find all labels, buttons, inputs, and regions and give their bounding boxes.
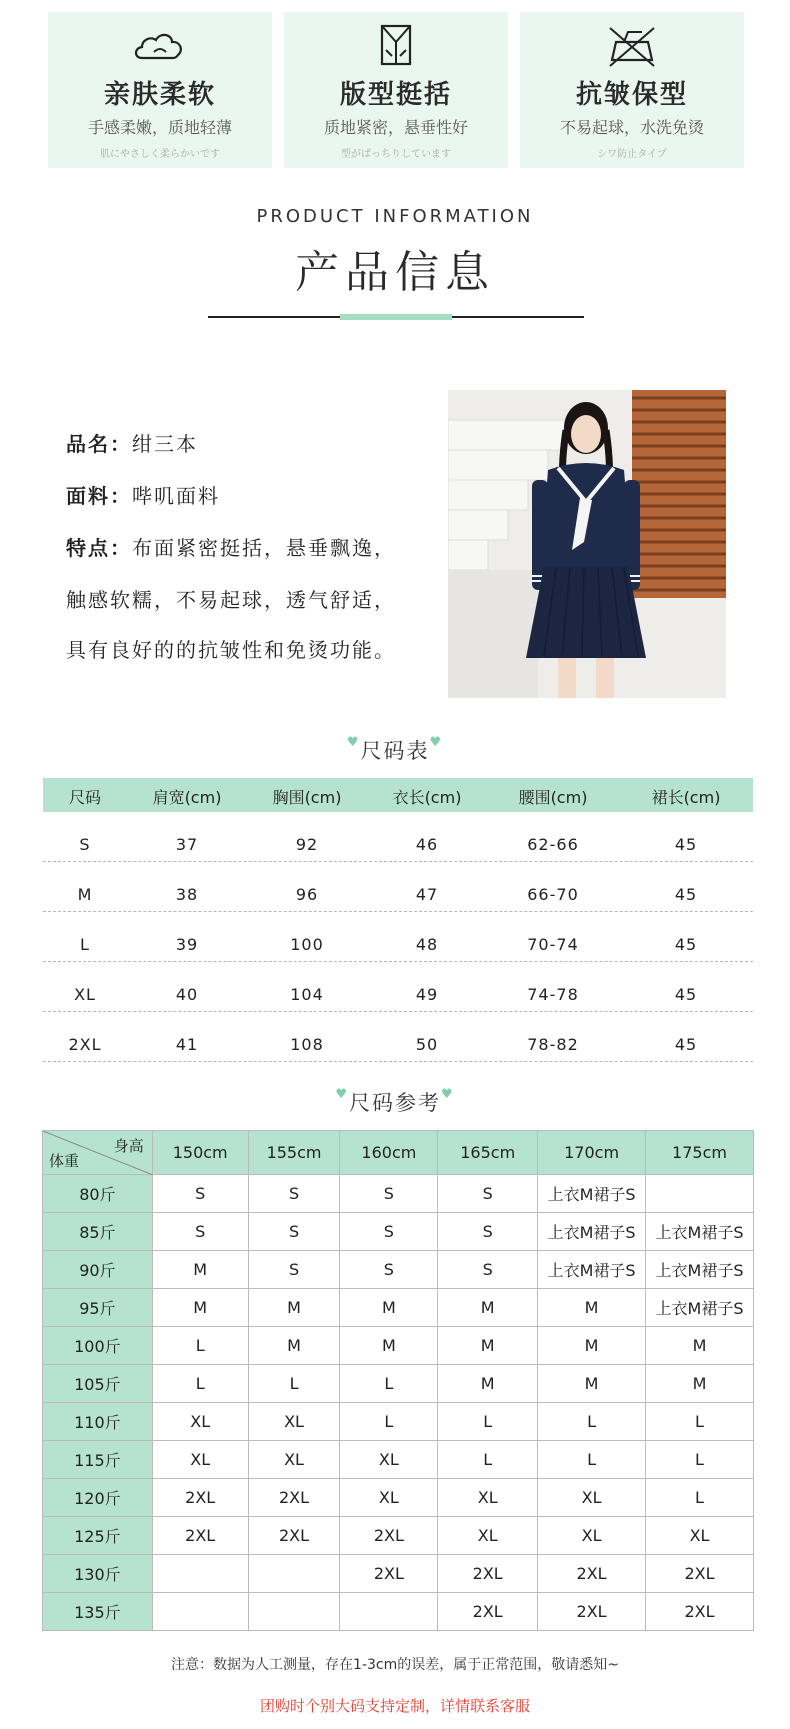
- column-header: 肩宽(cm): [152, 788, 222, 807]
- column-header: 裙长(cm): [651, 788, 721, 807]
- size-cell: 2XL: [646, 1593, 754, 1631]
- size-cell: L: [646, 1441, 754, 1479]
- feature-title: 抗皱保型: [575, 80, 688, 110]
- weight-cell: 85斤: [43, 1213, 153, 1251]
- weight-cell: 120斤: [43, 1479, 153, 1517]
- size-reference-title-text: 尺码参考: [349, 1091, 441, 1115]
- size-chart-title-text: 尺码表: [360, 739, 430, 763]
- feature-jp-text: 型がぱっちりしています: [341, 149, 451, 160]
- weight-cell: 100斤: [43, 1327, 153, 1365]
- table-row: [43, 812, 753, 862]
- table-row: [43, 962, 753, 1012]
- size-cell: XL: [248, 1441, 340, 1479]
- size-cell: L: [248, 1365, 340, 1403]
- weight-cell: 125斤: [43, 1517, 153, 1555]
- table-cell: 45: [674, 1035, 698, 1054]
- size-cell: XL: [340, 1479, 438, 1517]
- size-cell: L: [438, 1441, 538, 1479]
- size-cell: XL: [152, 1403, 248, 1441]
- size-cell: 2XL: [538, 1593, 646, 1631]
- weight-cell: 90斤: [43, 1251, 153, 1289]
- size-cell: XL: [538, 1517, 646, 1555]
- size-cell: XL: [646, 1517, 754, 1555]
- table-cell: 62-66: [527, 835, 579, 854]
- size-cell: [152, 1555, 248, 1593]
- size-cell: L: [538, 1403, 646, 1441]
- custom-size-note: 团购时个别大码支持定制，详情联系客服: [259, 1697, 530, 1715]
- info-feature-line-2: 触感软糯，不易起球，透气舒适，: [66, 588, 396, 612]
- size-cell: 2XL: [248, 1479, 340, 1517]
- size-cell: [646, 1175, 754, 1213]
- table-cell: S: [79, 835, 91, 854]
- heart-icon: ♥: [346, 735, 361, 750]
- table-cell: 45: [674, 985, 698, 1004]
- size-cell: L: [340, 1365, 438, 1403]
- table-row: [43, 1441, 754, 1479]
- size-cell: 2XL: [340, 1517, 438, 1555]
- size-cell: M: [438, 1289, 538, 1327]
- table-row: [43, 862, 753, 912]
- weight-cell: 110斤: [43, 1403, 153, 1441]
- info-name-key: 品名：: [66, 432, 132, 456]
- height-axis-label: 身高: [113, 1137, 144, 1155]
- size-cell: L: [152, 1327, 248, 1365]
- table-cell: 40: [175, 985, 199, 1004]
- feature-title: 亲肤柔软: [103, 80, 216, 110]
- size-cell: 2XL: [538, 1555, 646, 1593]
- size-cell: 2XL: [646, 1555, 754, 1593]
- size-cell: L: [340, 1403, 438, 1441]
- info-fabric-row: [66, 480, 220, 509]
- size-cell: M: [538, 1365, 646, 1403]
- heart-icon: ♥: [441, 1087, 455, 1102]
- size-cell: 上衣M裙子S: [538, 1251, 646, 1289]
- weight-cell: 105斤: [43, 1365, 153, 1403]
- height-header: 165cm: [438, 1131, 538, 1175]
- column-header: 衣长(cm): [392, 788, 462, 807]
- feature-jp-text: シワ防止タイプ: [597, 149, 667, 160]
- table-cell: L: [80, 935, 90, 954]
- size-cell: 上衣M裙子S: [538, 1175, 646, 1213]
- table-row: [43, 1555, 754, 1593]
- table-row: [43, 1365, 754, 1403]
- reference-header-row: [43, 1131, 754, 1175]
- size-cell: 上衣M裙子S: [646, 1251, 754, 1289]
- table-cell: 50: [415, 1035, 439, 1054]
- no-iron-icon: [602, 22, 662, 70]
- feature-card-shape: [284, 12, 508, 168]
- info-feature-row: [66, 532, 396, 561]
- table-cell: 104: [290, 985, 324, 1004]
- table-cell: XL: [74, 985, 96, 1004]
- table-cell: 45: [674, 935, 698, 954]
- height-header: 150cm: [152, 1131, 248, 1175]
- table-row: [43, 1517, 754, 1555]
- size-cell: 2XL: [438, 1555, 538, 1593]
- size-cell: S: [248, 1213, 340, 1251]
- table-row: [43, 1593, 754, 1631]
- feature-subtitle: 质地紧密，悬垂性好: [323, 118, 468, 137]
- section-title-cn: 产品信息: [295, 247, 495, 298]
- size-chart-title: [0, 735, 790, 765]
- height-header: 175cm: [646, 1131, 754, 1175]
- height-header: 160cm: [340, 1131, 438, 1175]
- table-row: [43, 1327, 754, 1365]
- size-cell: M: [438, 1327, 538, 1365]
- info-name-value: 绀三本: [132, 432, 198, 456]
- size-cell: 2XL: [340, 1555, 438, 1593]
- feature-jp-text: 肌にやさしく柔らかいです: [100, 149, 220, 160]
- size-cell: 上衣M裙子S: [646, 1289, 754, 1327]
- table-row: [43, 1012, 753, 1062]
- feature-subtitle: 手感柔嫩，质地轻薄: [87, 118, 232, 137]
- size-cell: S: [152, 1175, 248, 1213]
- size-cell: M: [340, 1289, 438, 1327]
- size-cell: XL: [248, 1403, 340, 1441]
- size-cell: S: [248, 1251, 340, 1289]
- table-cell: 37: [175, 835, 199, 854]
- table-cell: 49: [415, 985, 439, 1004]
- table-cell: M: [77, 885, 93, 904]
- size-cell: L: [438, 1403, 538, 1441]
- heart-icon: ♥: [335, 1087, 349, 1102]
- table-cell: 108: [290, 1035, 324, 1054]
- table-row: [43, 1251, 754, 1289]
- column-header: 腰围(cm): [518, 788, 588, 807]
- product-photo: [448, 390, 726, 698]
- size-cell: M: [248, 1289, 340, 1327]
- cloud-soft-icon: [130, 22, 190, 70]
- section-divider-accent: [340, 314, 452, 320]
- table-row: [43, 1289, 754, 1327]
- table-cell: 45: [674, 835, 698, 854]
- info-feature-line-1: 布面紧密挺括，悬垂飘逸，: [132, 536, 396, 560]
- size-cell: XL: [438, 1517, 538, 1555]
- measurement-note: 注意：数据为人工测量，存在1-3cm的误差，属于正常范围，敬请悉知~: [171, 1657, 619, 1673]
- table-cell: 70-74: [527, 935, 579, 954]
- table-row: [43, 1479, 754, 1517]
- table-cell: 100: [290, 935, 324, 954]
- feature-card-soft: [48, 12, 272, 168]
- size-cell: S: [152, 1213, 248, 1251]
- size-cell: S: [340, 1251, 438, 1289]
- shirt-shape-icon: [366, 22, 426, 70]
- size-chart-table: [43, 778, 753, 1062]
- table-row: [43, 1403, 754, 1441]
- size-cell: S: [340, 1213, 438, 1251]
- table-cell: 96: [295, 885, 319, 904]
- table-row: [43, 912, 753, 962]
- size-reference-table: [42, 1130, 754, 1631]
- weight-cell: 95斤: [43, 1289, 153, 1327]
- size-cell: XL: [538, 1479, 646, 1517]
- column-header: 胸围(cm): [272, 788, 342, 807]
- size-reference-title: [0, 1087, 790, 1117]
- feature-subtitle: 不易起球，水洗免烫: [559, 118, 704, 137]
- column-header: 尺码: [68, 788, 101, 807]
- weight-cell: 115斤: [43, 1441, 153, 1479]
- size-cell: M: [538, 1289, 646, 1327]
- table-cell: 48: [415, 935, 439, 954]
- size-cell: L: [152, 1365, 248, 1403]
- height-header: 155cm: [248, 1131, 340, 1175]
- section-title-en: PRODUCT INFORMATION: [256, 206, 534, 227]
- size-cell: M: [152, 1251, 248, 1289]
- table-cell: 2XL: [68, 1035, 102, 1054]
- size-cell: M: [646, 1365, 754, 1403]
- size-cell: S: [340, 1175, 438, 1213]
- corner-header: [43, 1131, 153, 1175]
- info-name-row: [66, 428, 198, 457]
- size-cell: [152, 1593, 248, 1631]
- size-cell: M: [152, 1289, 248, 1327]
- info-fabric-value: 哔叽面料: [132, 484, 220, 508]
- table-cell: 78-82: [527, 1035, 579, 1054]
- info-feature-line-3: 具有良好的的抗皱性和免烫功能。: [66, 638, 396, 662]
- weight-cell: 135斤: [43, 1593, 153, 1631]
- size-cell: [340, 1593, 438, 1631]
- table-cell: 47: [415, 885, 439, 904]
- table-cell: 46: [415, 835, 439, 854]
- size-cell: 上衣M裙子S: [538, 1213, 646, 1251]
- size-cell: M: [248, 1327, 340, 1365]
- size-cell: 2XL: [248, 1517, 340, 1555]
- weight-cell: 130斤: [43, 1555, 153, 1593]
- size-cell: XL: [438, 1479, 538, 1517]
- table-cell: 74-78: [527, 985, 579, 1004]
- height-header: 170cm: [538, 1131, 646, 1175]
- size-cell: [248, 1555, 340, 1593]
- weight-axis-label: 体重: [49, 1152, 80, 1170]
- table-cell: 66-70: [527, 885, 579, 904]
- size-cell: 2XL: [438, 1593, 538, 1631]
- feature-cards: [48, 12, 744, 168]
- size-cell: M: [438, 1365, 538, 1403]
- table-row: [43, 1175, 754, 1213]
- size-cell: 2XL: [152, 1479, 248, 1517]
- table-cell: 41: [175, 1035, 199, 1054]
- feature-card-antiwrinkle: [520, 12, 744, 168]
- weight-cell: 80斤: [43, 1175, 153, 1213]
- heart-icon: ♥: [429, 735, 444, 750]
- table-cell: 38: [175, 885, 199, 904]
- feature-title: 版型挺括: [339, 80, 452, 110]
- size-cell: M: [340, 1327, 438, 1365]
- size-cell: S: [438, 1213, 538, 1251]
- size-cell: S: [438, 1251, 538, 1289]
- size-cell: L: [646, 1403, 754, 1441]
- size-cell: 上衣M裙子S: [646, 1213, 754, 1251]
- size-chart-header: [43, 778, 753, 812]
- size-cell: S: [248, 1175, 340, 1213]
- size-cell: 2XL: [152, 1517, 248, 1555]
- table-cell: 92: [295, 835, 319, 854]
- size-cell: M: [538, 1327, 646, 1365]
- size-cell: XL: [152, 1441, 248, 1479]
- size-cell: L: [538, 1441, 646, 1479]
- table-cell: 45: [674, 885, 698, 904]
- size-cell: S: [438, 1175, 538, 1213]
- table-row: [43, 1213, 754, 1251]
- size-cell: M: [646, 1327, 754, 1365]
- size-cell: L: [646, 1479, 754, 1517]
- size-cell: XL: [340, 1441, 438, 1479]
- size-cell: [248, 1593, 340, 1631]
- info-feature-key: 特点：: [66, 536, 132, 560]
- table-cell: 39: [175, 935, 199, 954]
- info-fabric-key: 面料：: [66, 484, 132, 508]
